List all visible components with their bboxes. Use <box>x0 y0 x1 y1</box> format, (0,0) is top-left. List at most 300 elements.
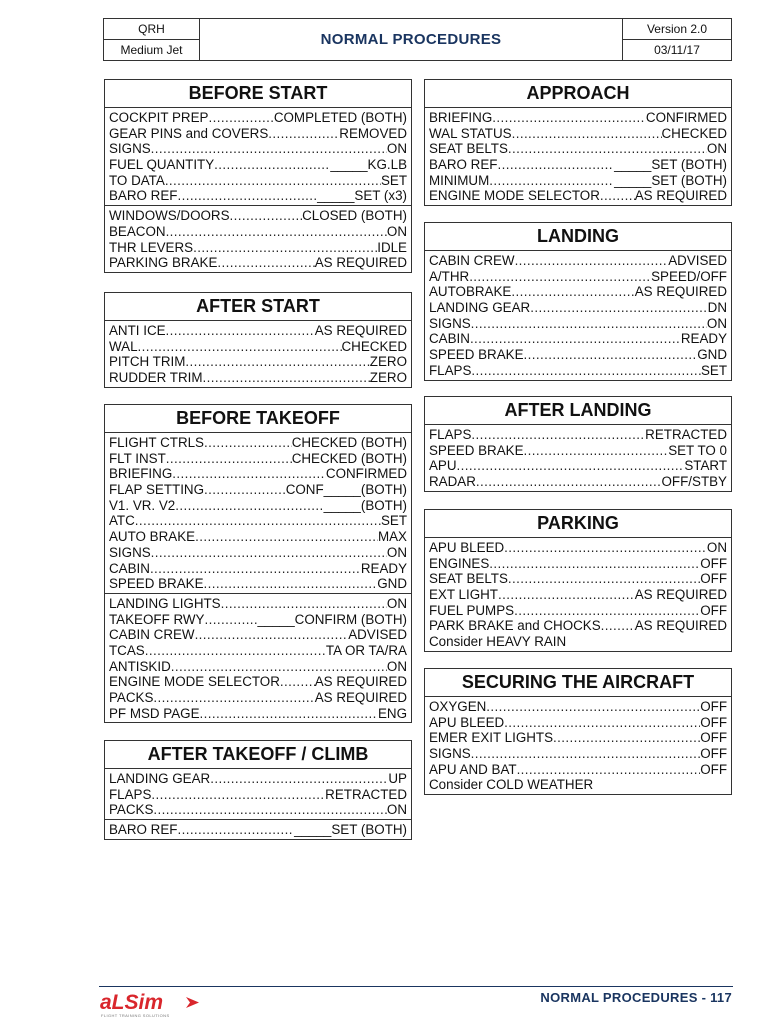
item-label: TO DATA <box>109 172 165 188</box>
checklist-item <box>109 255 407 271</box>
item-label: EXT LIGHT <box>429 587 498 603</box>
item-label: SPEED BRAKE <box>429 442 524 458</box>
section-before-takeoff <box>104 404 412 723</box>
leader-dots <box>512 126 662 142</box>
item-value: SPEED/OFF <box>651 268 727 284</box>
item-value: CHECKED <box>341 338 407 354</box>
checklist-item <box>109 126 407 142</box>
leader-dots <box>498 587 635 603</box>
item-label: PARKING BRAKE <box>109 255 218 271</box>
leader-dots <box>457 458 685 474</box>
item-value: _____CONFIRM (BOTH) <box>257 611 407 627</box>
checklist-item <box>109 482 407 498</box>
checklist-group <box>105 321 411 387</box>
item-label: APU BLEED <box>429 540 505 555</box>
checklist-item <box>109 596 407 612</box>
item-label: FUEL QUANTITY <box>109 157 215 173</box>
item-label: CABIN CREW <box>429 253 515 268</box>
checklist-item <box>429 746 727 762</box>
section-title: BEFORE TAKEOFF <box>105 405 411 433</box>
item-value: CONFIRMED <box>645 110 727 125</box>
leader-dots <box>489 556 700 572</box>
checklist-item <box>429 157 727 173</box>
section-after-takeoff <box>104 740 412 840</box>
checklist-item <box>109 822 407 838</box>
item-value: SET TO 0 <box>668 442 727 458</box>
leader-dots <box>221 596 387 612</box>
leader-dots <box>171 659 387 675</box>
checklist-item <box>429 458 727 474</box>
leader-dots <box>177 822 294 838</box>
item-label: WAL <box>109 338 138 354</box>
checklist-item <box>109 370 407 386</box>
checklist-item <box>429 316 727 332</box>
section-title: PARKING <box>425 510 731 538</box>
item-label: AUTOBRAKE <box>429 284 512 300</box>
checklist-item <box>429 110 727 126</box>
leader-dots <box>165 173 381 189</box>
checklist-item <box>429 253 727 269</box>
checklist-item <box>429 363 727 379</box>
item-label: CABIN <box>109 560 150 576</box>
leader-dots <box>204 576 378 592</box>
leader-dots <box>511 284 634 300</box>
checklist-item <box>109 545 407 561</box>
checklist-item <box>109 787 407 803</box>
item-value: AS REQUIRED <box>314 690 407 705</box>
header-title: NORMAL PROCEDURES <box>320 31 502 48</box>
item-label: GEAR PINS and COVERS <box>109 125 269 141</box>
item-value: _____SET (BOTH) <box>614 172 727 188</box>
leader-dots <box>210 771 388 787</box>
checklist-item <box>429 427 727 443</box>
item-value: ON <box>706 141 727 157</box>
checklist-item <box>429 540 727 556</box>
header-left <box>104 19 200 60</box>
item-label: FLAPS <box>109 786 152 802</box>
item-label: FLAPS <box>429 362 472 378</box>
item-value: TA OR TA/RA <box>325 642 407 658</box>
checklist-item <box>109 627 407 643</box>
item-label: ATC <box>109 513 135 529</box>
leader-dots <box>553 730 700 746</box>
leader-dots <box>217 255 314 271</box>
item-label: ENGINES <box>429 555 490 571</box>
item-value: ON <box>386 223 407 239</box>
item-label: BRIEFING <box>109 466 173 482</box>
checklist-item <box>109 157 407 173</box>
checklist-item <box>109 802 407 818</box>
leader-dots <box>280 674 315 690</box>
item-value: ON <box>706 315 727 331</box>
checklist-group <box>105 108 411 205</box>
checklist-item <box>429 474 727 490</box>
leader-dots <box>208 110 273 126</box>
checklist-item <box>429 443 727 459</box>
item-value: ON <box>386 595 407 611</box>
checklist-group <box>425 538 731 651</box>
checklist-item <box>429 618 727 634</box>
item-label: SPEED BRAKE <box>109 576 204 592</box>
item-label: ANTI ICE <box>109 323 166 338</box>
checklist-group <box>425 425 731 491</box>
logo-wordmark: aLSim <box>100 991 164 1014</box>
checklist-item <box>429 699 727 715</box>
section-title: BEFORE START <box>105 80 411 108</box>
checklist-item <box>429 284 727 300</box>
leader-dots <box>151 545 387 561</box>
leader-dots <box>166 323 315 339</box>
item-label: FLAPS <box>429 427 472 442</box>
section-before-start <box>104 79 412 273</box>
leader-dots <box>135 513 381 529</box>
item-label: TCAS <box>109 642 145 658</box>
leader-dots <box>193 240 377 256</box>
item-value: REMOVED <box>339 125 407 141</box>
item-value: COMPLETED (BOTH) <box>273 110 407 125</box>
item-value: AS REQUIRED <box>634 618 727 634</box>
leader-dots <box>600 188 635 204</box>
item-label: LANDING LIGHTS <box>109 595 221 611</box>
leader-dots <box>166 451 292 467</box>
item-value: AS REQUIRED <box>634 188 727 204</box>
checklist-item <box>429 300 727 316</box>
item-label: CABIN CREW <box>109 627 195 643</box>
leader-dots <box>200 706 378 722</box>
checklist-item <box>429 173 727 189</box>
item-value: AS REQUIRED <box>634 284 727 300</box>
leader-dots <box>530 300 707 316</box>
leader-dots <box>514 603 700 619</box>
item-value: SET <box>380 172 407 188</box>
item-value: ENG <box>377 705 407 721</box>
item-value: ON <box>706 540 727 555</box>
section-after-landing <box>424 396 732 492</box>
checklist-item <box>109 659 407 675</box>
item-value: DN <box>707 300 727 316</box>
checklist-item <box>109 110 407 126</box>
footer-page-label: NORMAL PROCEDURES - 117 <box>540 990 732 1005</box>
section-approach <box>424 79 732 206</box>
item-label: ENGINE MODE SELECTOR <box>429 188 600 204</box>
logo-arrow-icon <box>186 997 199 1008</box>
item-label: BARO REF <box>109 188 178 204</box>
checklist-item <box>429 269 727 285</box>
item-value: SET <box>700 362 727 378</box>
item-label: CABIN <box>429 331 470 347</box>
leader-dots <box>203 370 370 386</box>
header-date: 03/11/17 <box>654 43 700 57</box>
leader-dots <box>492 110 646 126</box>
item-label: OXYGEN <box>429 699 487 714</box>
item-label: RUDDER TRIM <box>109 370 203 386</box>
item-label: MINIMUM <box>429 172 490 188</box>
item-label: THR LEVERS <box>109 239 194 255</box>
checklist-group <box>105 433 411 593</box>
item-label: FLAP SETTING <box>109 482 204 498</box>
checklist-item <box>109 674 407 690</box>
item-label: PF MSD PAGE <box>109 705 200 721</box>
item-value: OFF <box>700 602 727 618</box>
leader-dots <box>508 141 707 157</box>
checklist-item <box>109 141 407 157</box>
checklist-item <box>429 715 727 731</box>
checklist-item <box>429 571 727 587</box>
item-label: PACKS <box>109 802 154 818</box>
checklist-item <box>109 323 407 339</box>
item-label: EMER EXIT LIGHTS <box>429 730 554 746</box>
leader-dots <box>153 690 314 706</box>
item-value: ADVISED <box>668 253 727 268</box>
header-right <box>622 19 731 60</box>
item-value: ZERO <box>369 354 407 370</box>
header-version: Version 2.0 <box>623 19 731 40</box>
checklist-item <box>429 141 727 157</box>
item-value: READY <box>680 331 727 347</box>
item-value: _____SET (x3) <box>317 188 407 204</box>
item-value: GND <box>697 347 727 363</box>
alsim-logo <box>100 990 210 1020</box>
item-value: OFF <box>700 746 727 762</box>
item-label: WINDOWS/DOORS <box>109 208 230 224</box>
section-title: AFTER START <box>105 293 411 321</box>
leader-dots <box>486 699 700 715</box>
checklist-item <box>429 347 727 363</box>
item-label: BARO REF <box>429 157 498 173</box>
item-value: OFF <box>700 714 727 730</box>
checklist-group <box>425 108 731 205</box>
leader-dots <box>150 561 361 577</box>
checklist-item <box>109 643 407 659</box>
checklist-item <box>109 173 407 189</box>
leader-dots <box>504 540 707 556</box>
item-value: CONF_____(BOTH) <box>285 482 407 498</box>
checklist-item <box>109 771 407 787</box>
item-label: FLIGHT CTRLS <box>109 435 204 450</box>
checklist-note: Consider HEAVY RAIN <box>429 634 567 650</box>
item-label: SEAT BELTS <box>429 571 508 587</box>
item-label: ENGINE MODE SELECTOR <box>109 674 280 690</box>
item-value: RETRACTED <box>325 786 407 802</box>
leader-dots <box>138 339 342 355</box>
checklist-item <box>109 339 407 355</box>
leader-dots <box>214 157 330 173</box>
item-value: OFF <box>700 761 727 777</box>
item-label: COCKPIT PREP <box>109 110 209 125</box>
leader-dots <box>471 363 701 379</box>
item-value: ON <box>386 544 407 560</box>
item-value: AS REQUIRED <box>314 323 407 338</box>
logo-tagline: FLIGHT TRAINING SOLUTIONS <box>101 1013 170 1018</box>
item-label: SEAT BELTS <box>429 141 508 157</box>
item-label: A/THR <box>429 268 470 284</box>
item-value: ADVISED <box>348 627 407 643</box>
checklist-item <box>429 188 727 204</box>
item-label: PARK BRAKE and CHOCKS <box>429 618 601 634</box>
item-label: BARO REF <box>109 822 178 838</box>
leader-dots <box>471 316 707 332</box>
item-label: SIGNS <box>109 141 151 157</box>
item-value: OFF <box>700 571 727 587</box>
item-value: _____(BOTH) <box>323 497 407 513</box>
checklist-item <box>109 612 407 628</box>
item-label: PACKS <box>109 690 154 705</box>
leader-dots <box>153 802 387 818</box>
item-label: SIGNS <box>429 746 471 762</box>
item-label: APU BLEED <box>429 714 505 730</box>
item-label: BRIEFING <box>429 110 493 125</box>
item-label: TAKEOFF RWY <box>109 611 205 627</box>
checklist-group <box>105 593 411 723</box>
item-value: CHECKED (BOTH) <box>291 450 407 466</box>
leader-dots <box>175 498 323 514</box>
section-parking <box>424 509 732 652</box>
leader-dots <box>204 435 292 451</box>
checklist-item <box>109 690 407 706</box>
checklist-item <box>109 240 407 256</box>
header-doc-type: QRH <box>104 19 199 40</box>
checklist-item <box>109 529 407 545</box>
document-header <box>103 18 732 61</box>
item-label: SIGNS <box>109 544 151 560</box>
item-value: OFF <box>700 699 727 714</box>
item-label: RADAR <box>429 474 476 490</box>
leader-dots <box>497 157 614 173</box>
item-value: READY <box>360 560 407 576</box>
leader-dots <box>166 224 387 240</box>
leader-dots <box>470 331 681 347</box>
leader-dots <box>195 627 349 643</box>
leader-dots <box>268 126 339 142</box>
item-value: OFF <box>700 730 727 746</box>
checklist-item <box>429 126 727 142</box>
checklist-item <box>109 188 407 204</box>
item-value: ON <box>386 658 407 674</box>
item-label: LANDING GEAR <box>429 300 531 316</box>
item-value: _____SET (BOTH) <box>294 822 407 838</box>
checklist-item <box>429 730 727 746</box>
leader-dots <box>469 269 651 285</box>
item-value: CLOSED (BOTH) <box>302 208 407 224</box>
checklist-item <box>429 603 727 619</box>
item-value: CHECKED (BOTH) <box>291 435 407 450</box>
section-title: AFTER LANDING <box>425 397 731 425</box>
header-aircraft: Medium Jet <box>120 43 183 57</box>
checklist-group <box>105 769 411 819</box>
footer-divider <box>99 986 733 987</box>
leader-dots <box>508 571 700 587</box>
checklist-item <box>109 224 407 240</box>
leader-dots <box>517 762 701 778</box>
item-value: GND <box>377 576 407 592</box>
checklist-item <box>109 208 407 224</box>
checklist-item <box>109 466 407 482</box>
item-label: BEACON <box>109 223 166 239</box>
leader-dots <box>195 529 378 545</box>
item-value: CHECKED <box>661 125 727 141</box>
item-label: APU AND BAT <box>429 761 517 777</box>
item-value: ON <box>386 141 407 157</box>
item-label: AUTO BRAKE <box>109 529 196 545</box>
item-value: SET <box>380 513 407 529</box>
leader-dots <box>172 466 326 482</box>
item-value: _____SET (BOTH) <box>614 157 727 173</box>
leader-dots <box>145 643 326 659</box>
item-value: _____KG.LB <box>330 157 407 173</box>
item-label: SIGNS <box>429 315 471 331</box>
item-value: MAX <box>377 529 407 545</box>
leader-dots <box>230 208 303 224</box>
checklist-item <box>109 576 407 592</box>
item-value: OFF <box>700 555 727 571</box>
section-landing <box>424 222 732 381</box>
checklist-item <box>109 435 407 451</box>
checklist-group <box>105 205 411 272</box>
item-value: ON <box>386 802 407 818</box>
checklist-group <box>425 251 731 380</box>
checklist-note: Consider COLD WEATHER <box>429 777 594 793</box>
item-value: ZERO <box>369 370 407 386</box>
section-title: AFTER TAKEOFF / CLIMB <box>105 741 411 769</box>
item-label: ANTISKID <box>109 658 171 674</box>
item-value: UP <box>388 771 407 786</box>
leader-dots <box>204 482 286 498</box>
item-value: CONFIRMED <box>325 466 407 482</box>
section-securing <box>424 668 732 795</box>
leader-dots <box>524 347 698 363</box>
leader-dots <box>515 253 669 269</box>
leader-dots <box>601 618 635 634</box>
item-value: AS REQUIRED <box>314 674 407 690</box>
item-value: AS REQUIRED <box>634 587 727 603</box>
checklist-item <box>429 587 727 603</box>
checklist-group <box>425 697 731 794</box>
section-title: LANDING <box>425 223 731 251</box>
item-label: LANDING GEAR <box>109 771 211 786</box>
checklist-item <box>429 762 727 778</box>
leader-dots <box>471 427 645 443</box>
item-label: SPEED BRAKE <box>429 347 524 363</box>
item-label: FUEL PUMPS <box>429 602 515 618</box>
section-after-start <box>104 292 412 388</box>
item-value: START <box>684 458 727 474</box>
checklist-item <box>429 331 727 347</box>
item-label: APU <box>429 458 457 474</box>
checklist-item <box>109 706 407 722</box>
leader-dots <box>177 188 317 204</box>
leader-dots <box>471 746 701 762</box>
checklist-item <box>109 498 407 514</box>
checklist-group <box>105 819 411 839</box>
leader-dots <box>489 173 614 189</box>
checklist-item <box>429 556 727 572</box>
item-label: FLT INST <box>109 450 166 466</box>
item-value: IDLE <box>377 239 407 255</box>
leader-dots <box>476 474 662 490</box>
item-label: PITCH TRIM <box>109 354 186 370</box>
item-value: OFF/STBY <box>661 474 727 490</box>
item-label: WAL STATUS <box>429 125 512 141</box>
checklist-item <box>109 513 407 529</box>
leader-dots <box>524 443 669 459</box>
checklist-item <box>109 354 407 370</box>
item-value: RETRACTED <box>645 427 727 442</box>
section-title: APPROACH <box>425 80 731 108</box>
leader-dots <box>204 612 257 628</box>
checklist-item <box>109 451 407 467</box>
item-label: V1. VR. V2 <box>109 497 176 513</box>
leader-dots <box>151 141 387 157</box>
